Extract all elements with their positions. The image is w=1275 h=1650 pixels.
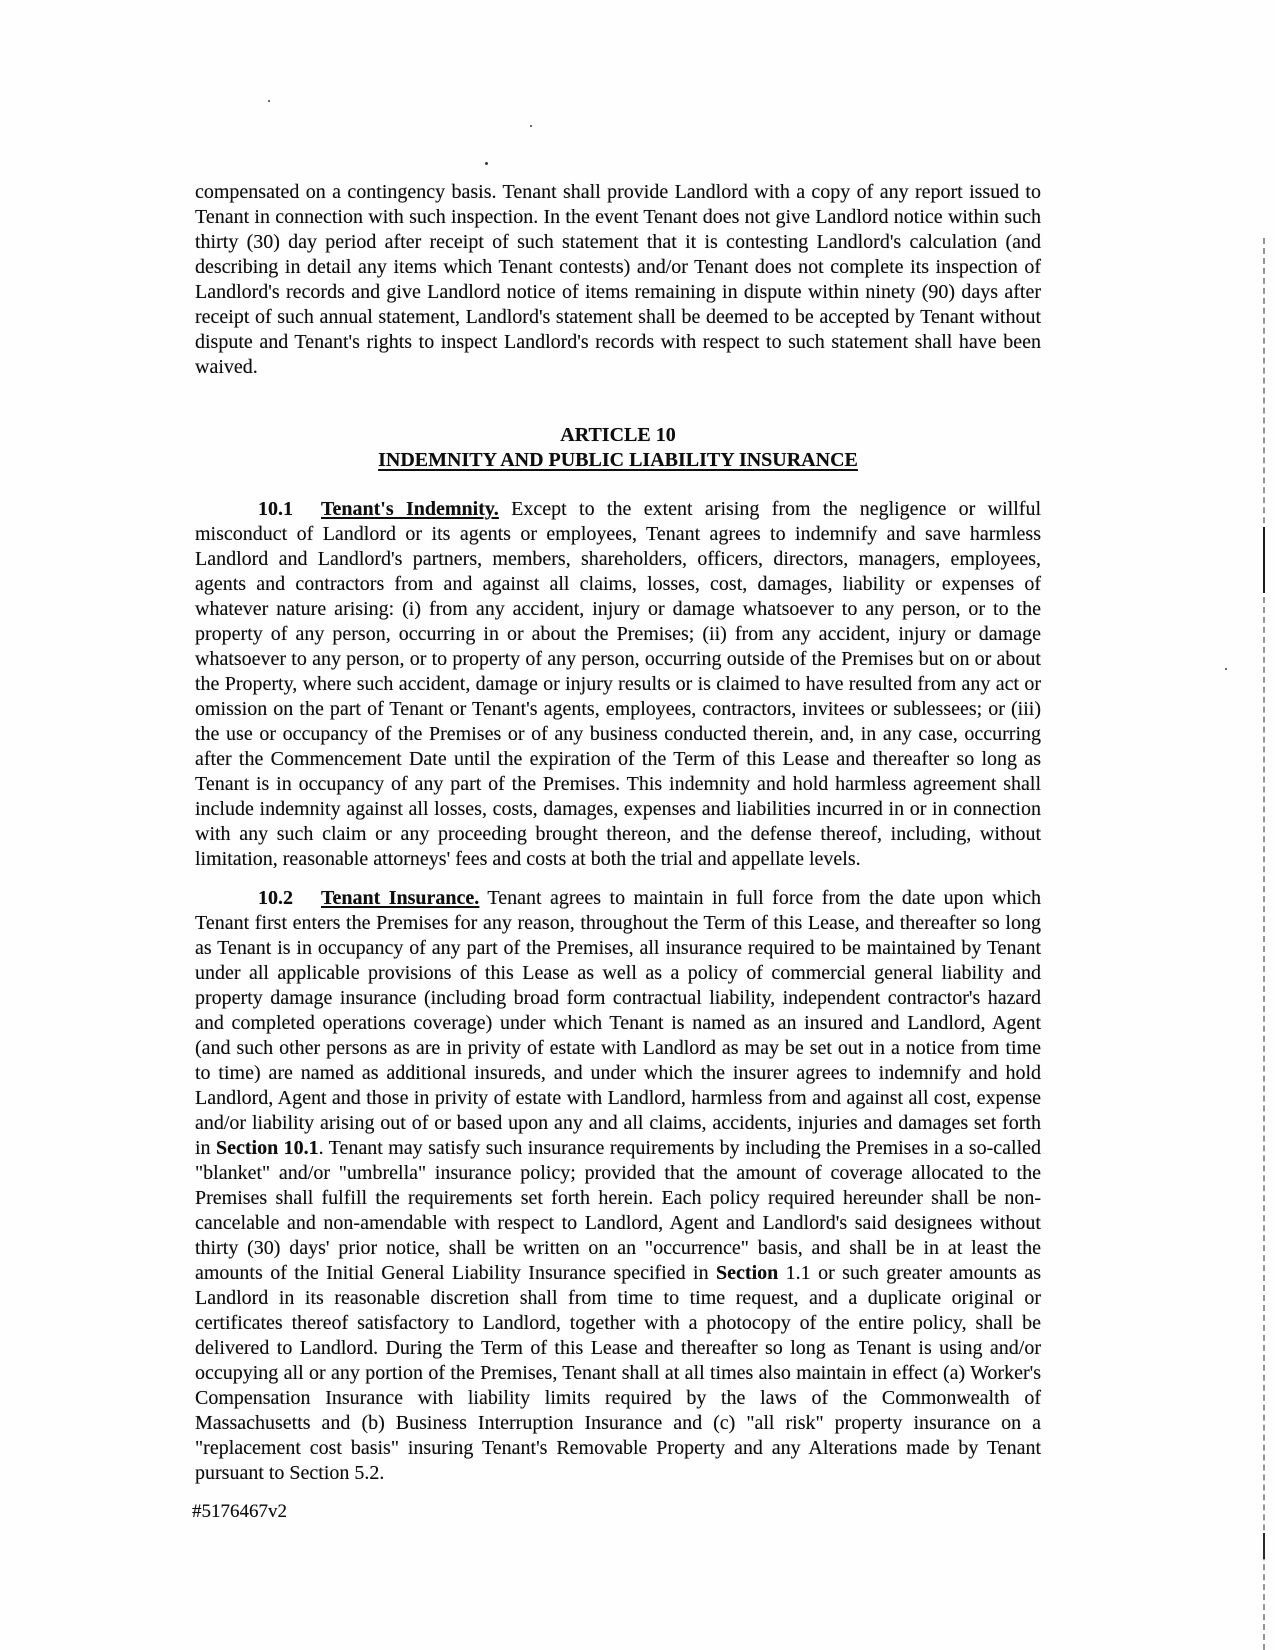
section-body-part: Tenant agrees to maintain in full force from the date upon which Tenant first enters the Premises for any reason, throughout the Term of this Lease, and thereafter so long as Tenant is in occupancy of any part of the Premises, all insurance required to be maintained by Tenant under all applicable provisions of this Lease as well as a policy of commercial general liability and property damage insurance (including broad form contractual liability, independent contractor's hazard and completed operations coverage) under which Tenant is named as an insured and Landlord, Agent (and such other persons as are in privity of estate with Landlord as may be set out in a notice from time to time) are named as additional insureds, and under which the insurer agrees to indemnify and hold Landlord, Agent and those in privity of estate with Landlord, harmless from and against all cost, expense and/or liability arising out of or based upon any and all claims, accidents, injuries and damages set forth in bbox=[195, 887, 1041, 1159]
article-title: INDEMNITY AND PUBLIC LIABILITY INSURANCE bbox=[378, 449, 858, 471]
section-number: 10.1 bbox=[258, 498, 293, 520]
section-cross-reference: Section bbox=[716, 1262, 779, 1284]
document-control-number: #5176467v2 bbox=[192, 1501, 287, 1522]
section-10-1-paragraph bbox=[195, 497, 1041, 872]
scan-artifact-speck bbox=[268, 100, 270, 102]
section-10-2-paragraph bbox=[195, 886, 1041, 1486]
section-body: Except to the extent arising from the negligence or willful misconduct of Landlord or its agents or employees, Tenant agrees to indemnify and save harmless Landlord and Landlord's partners, members, shareholders, officers, directors, managers, employees, agents and contractors from and against all claims, losses, cost, damages, liability or expenses of whatever nature arising: (i) from any accident, injury or damage whatsoever to any person, or to the property of any person, occurring in or about the Premises; (ii) from any accident, injury or damage whatsoever to any person, or to property of any person, occurring outside of the Premises but on or about the Property, where such accident, damage or injury results or is claimed to have resulted from any act or omission on the part of Tenant or Tenant's agents, employees, contractors, invitees or sublessees; or (iii) the use or occupancy of the Premises or of any business conducted therein, and, in any case, occurring after the Commencement Date until the expiration of the Term of this Lease and thereafter so long as Tenant is in occupancy of any part of the Premises. This indemnity and hold harmless agreement shall include indemnity against all losses, costs, damages, expenses and liabilities incurred in or in connection with any such claim or any proceeding brought thereon, and the defense thereof, including, without limitation, reasonable attorneys' fees and costs at both the trial and appellate levels. bbox=[195, 498, 1042, 870]
scan-artifact-speck bbox=[485, 162, 488, 165]
article-number: ARTICLE 10 bbox=[560, 424, 676, 446]
section-body-part: . Tenant may satisfy such insurance requirements by including the Premises in a so-called "blanket" and/or "umbrella" insurance policy; provided that the amount of coverage allocated to the Premises shall fulfill the requirements set forth herein. Each policy required hereunder shall be non-cancelable and non-amendable with respect to Landlord, Agent and Landlord's said designees without thirty (30) days' prior notice, shall be written on an "occurrence" basis, and shall be in at least the amounts of the Initial General Liability Insurance specified in bbox=[195, 1137, 1042, 1284]
continuation-paragraph: compensated on a contingency basis. Tenant shall provide Landlord with a copy of any report issued to Tenant in connection with such inspection. In the event Tenant does not give Landlord notice within such thirty (30) day period after receipt of such statement that it is contesting Landlord's calculation (and describing in detail any items which Tenant contests) and/or Tenant does not complete its inspection of Landlord's records and give Landlord notice of items remaining in dispute within ninety (90) days after receipt of such annual statement, Landlord's statement shall be deemed to be accepted by Tenant without dispute and Tenant's rights to inspect Landlord's records with respect to such statement shall have been waived. bbox=[195, 181, 1041, 378]
scan-artifact-dashed-line bbox=[1263, 238, 1265, 1650]
scan-artifact-speck bbox=[1225, 668, 1227, 670]
section-body-part: 1.1 or such greater amounts as Landlord in its reasonable discretion shall from time to time request, and a duplicate original or certificates thereof satisfactory to Landlord, together with a photocopy of the entire policy, shall be delivered to Landlord. During the Term of this Lease and thereafter so long as Tenant is using and/or occupying all or any portion of the Premises, Tenant shall at all times also maintain in effect (a) Worker's Compensation Insurance with liability limits required by the laws of the Commonwealth of Massachusetts and (b) Business Interruption Insurance and (c) "all risk" property insurance on a "replacement cost basis" insuring Tenant's Removable Property and any Alterations made by Tenant pursuant to Section 5.2. bbox=[195, 1262, 1042, 1484]
section-heading: Tenant Insurance. bbox=[321, 887, 480, 909]
section-heading: Tenant's Indemnity. bbox=[321, 498, 499, 520]
scan-artifact-speck bbox=[530, 125, 532, 127]
article-heading bbox=[195, 423, 1041, 473]
section-number: 10.2 bbox=[258, 887, 293, 909]
section-cross-reference: Section 10.1 bbox=[215, 1137, 319, 1159]
scan-artifact-solid-segment bbox=[1263, 527, 1265, 593]
scan-artifact-solid-segment bbox=[1263, 1533, 1265, 1559]
